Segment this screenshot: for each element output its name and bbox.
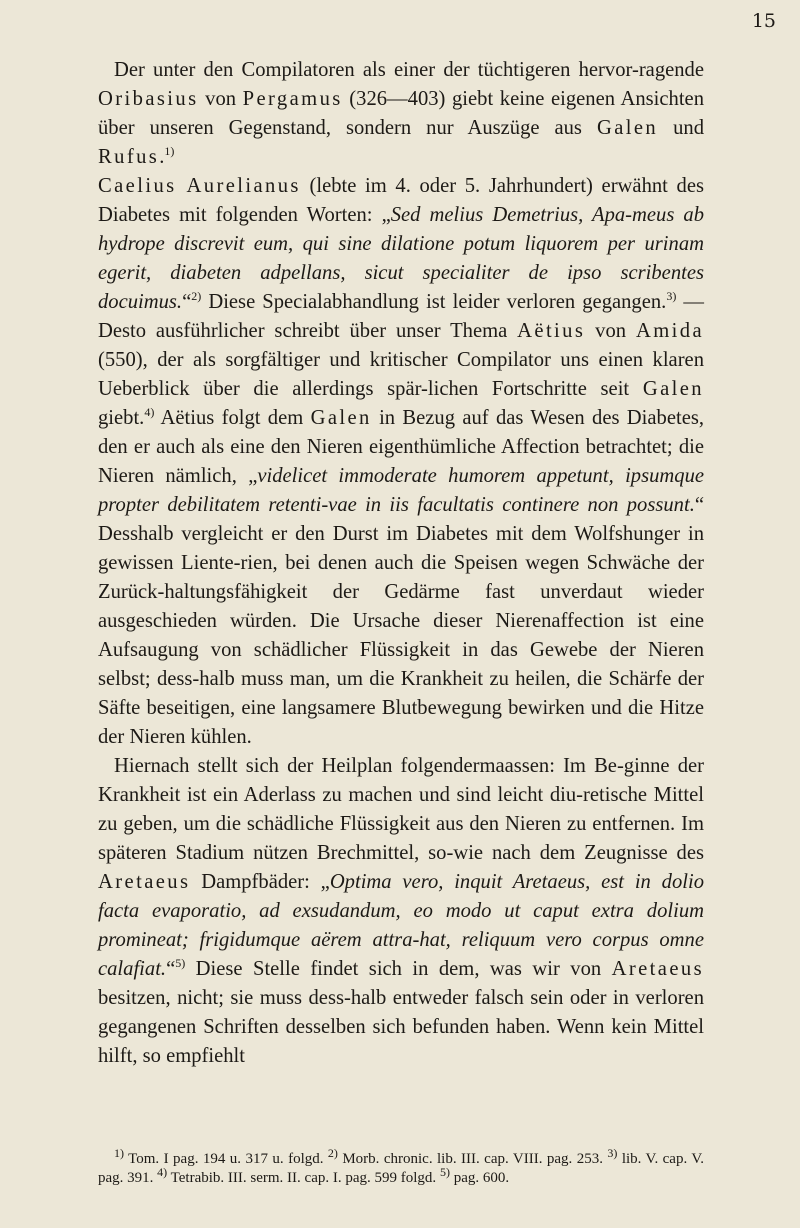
text-run: Diese Specialabhandlung ist leider verloren gegangen. bbox=[201, 291, 667, 313]
footnote-ref: 3) bbox=[607, 1146, 618, 1160]
latin-quote: videlicet immoderate humorem appetunt, ipsumque propter debilitatem retenti-vae in iis facultatis continere non possunt. bbox=[98, 465, 705, 516]
footnote-ref: 4) bbox=[144, 405, 155, 420]
text-run: besitzen, nicht; sie muss dess-halb entweder falsch sein oder in verloren gegangenen Schriften desselben sich befunden haben. Wenn kein Mittel hilft, so empfiehlt bbox=[98, 987, 704, 1067]
text-run: . bbox=[159, 146, 165, 168]
footnote-ref: 2) bbox=[191, 289, 202, 304]
text-run: (326—403) giebt keine eigenen Ansichten über unseren Gegenstand, sondern nur Auszüge aus bbox=[98, 88, 704, 139]
text-run: “ Desshalb vergleicht er den Durst im Diabetes mit dem Wolfshunger in gewissen Liente-rien, bei denen auch die Speisen wegen Schwäche der Zurück-haltungsfähigkeit der Gedärme fast unverdaut wieder ausgeschieden würden. Die Ursache dieser Nierenaffection ist eine Aufsaugung von schädlicher Flüssigkeit in das Gewebe der Nieren selbst; dess-halb muss man, um die Krankheit zu heilen, die Schärfe der Säfte beseitigen, eine langsamere Blutbewegung bewirken und die Hitze der Nieren kühlen. bbox=[98, 494, 704, 748]
page-number: 15 bbox=[751, 10, 776, 32]
text-run: (lebte im 4. oder 5. Jahrhundert) erwähnt des Diabetes mit folgenden Worten: „ bbox=[98, 175, 704, 226]
body-text bbox=[98, 56, 704, 1071]
text-run: Hiernach stellt sich der Heilplan folgendermaassen: Im Be-ginne der Krankheit ist ein Aderlass zu machen und sind leicht diu-retische Mittel zu geben, um die schädliche Flüssigkeit aus den Nieren zu entfernen. Im späteren Stadium nützen Brechmittel, so-wie nach dem Zeugnisse des bbox=[98, 755, 704, 864]
text-run: von bbox=[198, 88, 243, 110]
footnote-ref: 1) bbox=[114, 1146, 124, 1160]
footnote-ref: 5) bbox=[439, 1165, 450, 1179]
footnote-ref: 1) bbox=[164, 144, 175, 159]
text-run: Diese Stelle findet sich in dem, was wir von bbox=[185, 958, 612, 980]
author-name: Rufus bbox=[98, 146, 160, 168]
text-run: — Desto ausführlicher schreibt über unser Thema bbox=[98, 291, 704, 342]
latin-quote: Optima vero, inquit Aretaeus, est in dolio facta evaporatio, ad exsudandum, eo modo ut caput extra dolium promineat; frigidumque aërem attra-hat, reliquum vero corpus omne calafiat. bbox=[98, 871, 704, 980]
author-name: Oribasius bbox=[98, 88, 199, 110]
author-name: Aretaeus bbox=[98, 871, 191, 893]
footnote-ref: 3) bbox=[666, 289, 677, 304]
text-run: Tom. I pag. 194 u. 317 u. folgd. bbox=[124, 1151, 328, 1167]
author-name: Aëtius bbox=[517, 320, 586, 342]
latin-quote: Sed melius Demetrius, Apa-meus ab hydrope discrevit eum, qui sine dilatione potum liquorem per urinam egerit, diabeten adpellans, sicut specialiter de ipso scribentes docuimus. bbox=[98, 204, 704, 313]
text-run: “ bbox=[166, 958, 176, 980]
author-name: Amida bbox=[635, 320, 704, 342]
text-run: von bbox=[585, 320, 636, 342]
text-run: Morb. chronic. lib. III. cap. VIII. pag. 253. bbox=[337, 1151, 608, 1167]
paragraph bbox=[98, 56, 704, 172]
footnote-block bbox=[98, 1146, 704, 1188]
text-run: (550), der als sorgfältiger und kritischer Compilator uns einen klaren Ueberblick über die allerdings spär-lichen Fortschritte seit bbox=[98, 349, 704, 400]
text-run: pag. 600. bbox=[449, 1170, 510, 1186]
text-run: “ bbox=[182, 291, 192, 313]
text-run: Dampfbäder: „ bbox=[190, 871, 330, 893]
author-name: Aretaeus bbox=[611, 958, 704, 980]
author-name: Galen bbox=[596, 117, 659, 139]
paragraph bbox=[98, 752, 704, 1071]
paragraph bbox=[98, 172, 704, 752]
author-name: Caelius Aurelianus bbox=[98, 175, 301, 197]
text-run: Der unter den Compilatoren als einer der tüchtigeren hervor-ragende bbox=[114, 59, 704, 81]
footnote-ref: 5) bbox=[175, 956, 186, 971]
author-name: Galen bbox=[642, 378, 704, 400]
text-run: lib. V. cap. V. pag. 391. bbox=[98, 1151, 704, 1186]
footnotes bbox=[98, 1146, 704, 1188]
footnote-ref: 2) bbox=[327, 1146, 338, 1160]
text-run: giebt. bbox=[98, 407, 145, 429]
author-name: Pergamus bbox=[242, 88, 343, 110]
text-run: Tetrabib. III. serm. II. cap. I. pag. 599 folgd. bbox=[167, 1170, 440, 1186]
text-run: in Bezug auf das Wesen des Diabetes, den er auch als eine den Nieren eigenthümliche Affection betrachtet; die Nieren nämlich, „ bbox=[98, 407, 704, 487]
text-run: und bbox=[658, 117, 704, 139]
author-name: Galen bbox=[310, 407, 372, 429]
footnote-ref: 4) bbox=[157, 1165, 168, 1179]
text-run: Aëtius folgt dem bbox=[154, 407, 311, 429]
